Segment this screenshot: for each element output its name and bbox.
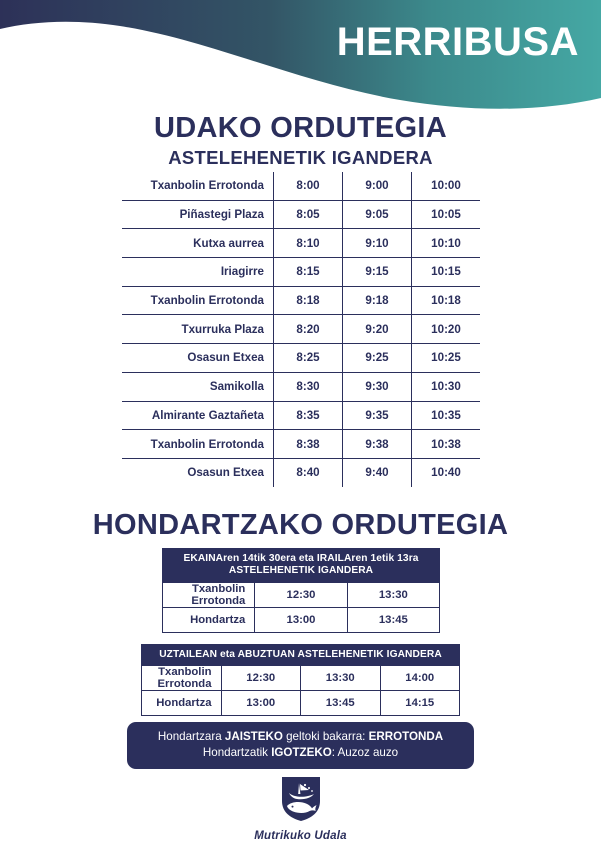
departure-time-cell: 10:25 <box>412 344 481 373</box>
departure-time-cell: 8:00 <box>274 172 343 201</box>
beach-schedule-table-july-august <box>141 644 460 716</box>
notice-line1-emphasis-jaisteko: JAISTEKO <box>224 730 283 743</box>
stop-name-cell: Txanbolin Errotonda <box>122 172 274 201</box>
table-row <box>163 607 440 632</box>
footer-logo-text: Mutrikuko Udala <box>254 830 347 842</box>
departure-time-cell: 13:00 <box>221 691 301 716</box>
table-row <box>122 372 481 401</box>
stop-name-cell: Txanbolin Errotonda <box>142 666 222 691</box>
notice-line1-part-a: Hondartzara <box>157 730 225 743</box>
departure-time-cell: 13:30 <box>301 666 381 691</box>
departure-time-cell: 8:35 <box>274 401 343 430</box>
departure-time-cell: 12:30 <box>221 666 301 691</box>
notice-line-2 <box>137 745 464 761</box>
departure-time-cell: 10:10 <box>412 229 481 258</box>
beach-table-1-header-line2: ASTELEHENETIK IGANDERA <box>228 565 374 577</box>
beach-title: HONDARTZAKO ORDUTEGIA <box>92 509 509 541</box>
departure-time-cell: 8:40 <box>274 458 343 487</box>
beach-table-1-header-cell <box>163 549 440 583</box>
departure-time-cell: 8:10 <box>274 229 343 258</box>
departure-time-cell: 10:18 <box>412 286 481 315</box>
departure-time-cell: 14:00 <box>380 666 460 691</box>
departure-time-cell: 8:25 <box>274 344 343 373</box>
stop-name-cell: Osasun Etxea <box>122 344 274 373</box>
departure-time-cell: 8:15 <box>274 258 343 287</box>
notice-line1-part-c: geltoki bakarra: <box>282 730 369 743</box>
departure-time-cell: 8:18 <box>274 286 343 315</box>
beach-schedule-table-june-september <box>162 548 440 633</box>
summer-title-block <box>0 113 601 169</box>
table-row <box>122 286 481 315</box>
stop-name-cell: Almirante Gaztañeta <box>122 401 274 430</box>
beach-table-2-header-cell: UZTAILEAN eta ABUZTUAN ASTELEHENETIK IGANDERA <box>142 645 460 666</box>
table-header-row <box>163 549 440 583</box>
departure-time-cell: 13:00 <box>255 607 347 632</box>
beach-table-1-head <box>163 549 440 583</box>
table-row <box>142 666 460 691</box>
stop-name-cell: Iriagirre <box>122 258 274 287</box>
summer-subtitle: ASTELEHENETIK IGANDERA <box>168 146 433 168</box>
departure-time-cell: 9:30 <box>343 372 412 401</box>
stop-name-cell: Txanbolin Errotonda <box>122 286 274 315</box>
notice-line2-part-a: Hondartzatik <box>202 746 272 760</box>
departure-time-cell: 9:25 <box>343 344 412 373</box>
departure-time-cell: 10:20 <box>412 315 481 344</box>
departure-time-cell: 8:05 <box>274 200 343 229</box>
stop-name-cell: Kutxa aurrea <box>122 229 274 258</box>
beach-table-1-body <box>163 582 440 632</box>
departure-time-cell: 12:30 <box>255 582 347 607</box>
departure-time-cell: 9:40 <box>343 458 412 487</box>
table-row <box>122 258 481 287</box>
beach-title-block <box>0 510 601 542</box>
departure-time-cell: 10:38 <box>412 430 481 459</box>
departure-time-cell: 13:45 <box>347 607 439 632</box>
departure-time-cell: 14:15 <box>380 691 460 716</box>
notice-line-1 <box>137 729 464 745</box>
table-row <box>142 691 460 716</box>
departure-time-cell: 10:00 <box>412 172 481 201</box>
table-row <box>163 582 440 607</box>
stop-name-cell: Samikolla <box>122 372 274 401</box>
summer-title: UDAKO ORDUTEGIA <box>154 112 447 144</box>
departure-time-cell: 13:45 <box>301 691 381 716</box>
departure-time-cell: 10:35 <box>412 401 481 430</box>
departure-time-cell: 9:35 <box>343 401 412 430</box>
notice-line2-emphasis-igotzeko: IGOTZEKO <box>271 746 332 760</box>
departure-time-cell: 10:05 <box>412 200 481 229</box>
beach-table-2-head <box>142 645 460 666</box>
table-row <box>122 430 481 459</box>
page-header <box>0 0 601 120</box>
departure-time-cell: 8:38 <box>274 430 343 459</box>
notice-box <box>127 722 474 769</box>
table-row <box>122 229 481 258</box>
beach-table-2-body <box>142 666 460 716</box>
departure-time-cell: 9:15 <box>343 258 412 287</box>
stop-name-cell: Txanbolin Errotonda <box>163 582 255 607</box>
departure-time-cell: 10:40 <box>412 458 481 487</box>
table-row <box>122 344 481 373</box>
departure-time-cell: 9:10 <box>343 229 412 258</box>
departure-time-cell: 9:00 <box>343 172 412 201</box>
departure-time-cell: 9:05 <box>343 200 412 229</box>
table-row <box>122 401 481 430</box>
stop-name-cell: Hondartza <box>142 691 222 716</box>
departure-time-cell: 8:20 <box>274 315 343 344</box>
departure-time-cell: 10:30 <box>412 372 481 401</box>
stop-name-cell: Txanbolin Errotonda <box>122 430 274 459</box>
table-row <box>122 315 481 344</box>
notice-line2-part-c: : Auzoz auzo <box>331 746 399 760</box>
departure-time-cell: 13:30 <box>347 582 439 607</box>
summer-schedule-table <box>121 171 481 488</box>
departure-time-cell: 8:30 <box>274 372 343 401</box>
summer-table-body <box>122 172 481 488</box>
stop-name-cell: Piñastegi Plaza <box>122 200 274 229</box>
departure-time-cell: 9:38 <box>343 430 412 459</box>
stop-name-cell: Hondartza <box>163 607 255 632</box>
page-title: HERRIBUSA <box>336 20 579 64</box>
table-row <box>122 172 481 201</box>
notice-line1-emphasis-errotonda: ERROTONDA <box>368 730 444 743</box>
mutriku-coat-of-arms-icon <box>280 776 322 822</box>
table-row <box>122 200 481 229</box>
stop-name-cell: Txurruka Plaza <box>122 315 274 344</box>
departure-time-cell: 10:15 <box>412 258 481 287</box>
stop-name-cell: Osasun Etxea <box>122 458 274 487</box>
table-header-row <box>142 645 460 666</box>
departure-time-cell: 9:20 <box>343 315 412 344</box>
footer-logo <box>0 776 601 842</box>
departure-time-cell: 9:18 <box>343 286 412 315</box>
table-row <box>122 458 481 487</box>
beach-table-1-header-line1: EKAINAren 14tik 30era eta IRAILAren 1etik 13ra <box>183 553 419 564</box>
